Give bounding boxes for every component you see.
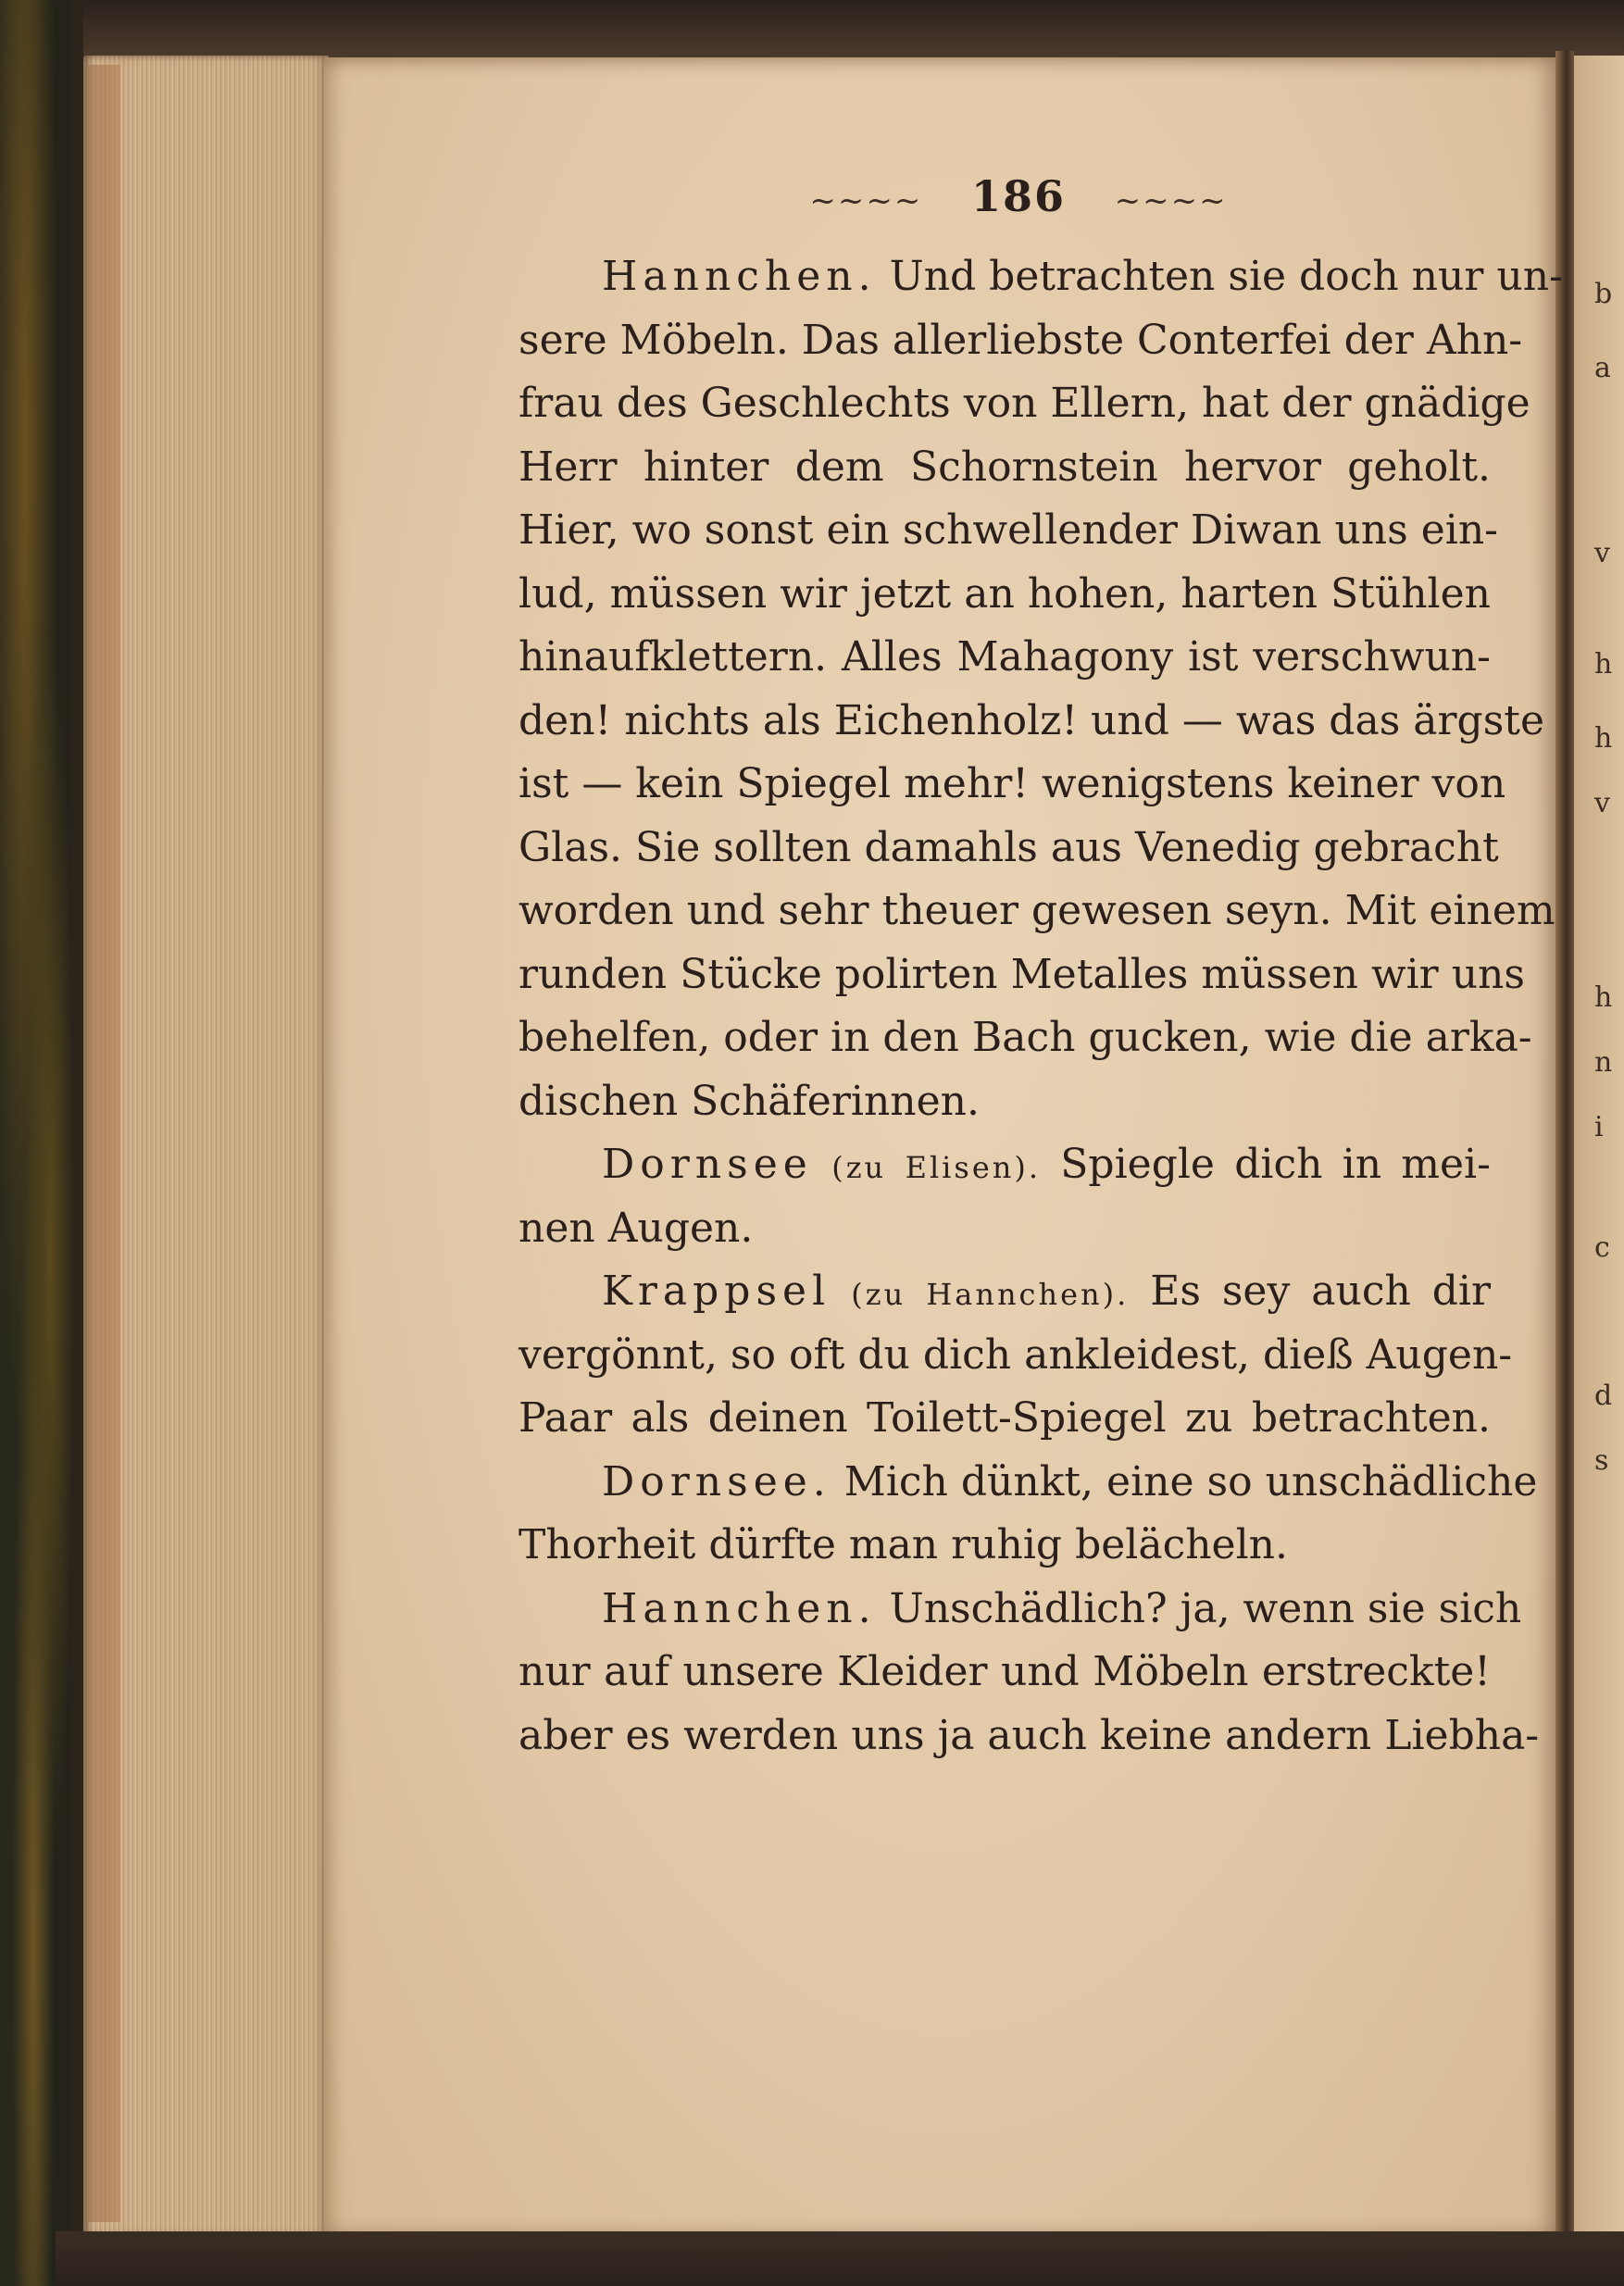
facing-page-letter: h (1594, 648, 1613, 681)
speaker-name: Hannchen. (602, 253, 877, 300)
speaker-name: Krappsel (602, 1268, 831, 1315)
line-text: Paar als deinen Toilett-Spiegel zu betrachten. (518, 1394, 1491, 1442)
text-line (518, 943, 1525, 1007)
line-text: Mich dünkt, eine so unschädliche (831, 1457, 1538, 1505)
stage-direction: (zu Hannchen). (831, 1277, 1130, 1312)
page-edge-shade (88, 65, 120, 2222)
line-text: nen Augen. (518, 1204, 754, 1252)
page-number: 186 (970, 171, 1067, 221)
text-line (518, 626, 1491, 690)
line-text: den! nichts als Eichenholz! und — was das ärgste (518, 696, 1544, 744)
text-line (518, 1387, 1491, 1451)
top-shadow (56, 0, 1624, 57)
line-text: hinaufklettern. Alles Mahagony ist verschwun- (518, 633, 1491, 681)
text-line (518, 690, 1544, 754)
facing-page-letter: b (1594, 278, 1613, 310)
text-line (518, 1578, 1522, 1642)
text-line (518, 1006, 1532, 1070)
text-line (518, 309, 1523, 373)
text-lines (518, 245, 1563, 1768)
header-ornament-right: ~~~~ (1114, 182, 1228, 219)
facing-page-letter: v (1594, 537, 1610, 569)
line-text: worden und sehr theuer gewesen seyn. Mit einem (518, 887, 1555, 934)
facing-page-letter: d (1594, 1380, 1613, 1412)
line-text: Hier, wo sonst ein schwellender Diwan uns ein- (518, 506, 1499, 554)
text-line (518, 1324, 1513, 1388)
facing-page-letter: h (1594, 722, 1613, 755)
line-text: Herr hinter dem Schornstein hervor geholt. (518, 443, 1491, 491)
text-line (518, 1451, 1538, 1515)
bottom-shadow (56, 2231, 1624, 2286)
facing-page-letter: c (1594, 1231, 1610, 1264)
facing-page-letter: s (1594, 1444, 1609, 1477)
line-text: aber es werden uns ja auch keine andern Liebha- (518, 1711, 1540, 1759)
speaker-name: Hannchen. (602, 1584, 877, 1632)
text-line (518, 499, 1499, 563)
text-line (518, 1133, 1491, 1197)
line-text: Spiegle dich in mei- (1041, 1141, 1491, 1188)
text-line (518, 436, 1491, 500)
line-text: dischen Schäferinnen. (518, 1077, 980, 1125)
text-line (518, 1197, 1491, 1261)
line-text: Und betrachten sie doch nur un- (876, 253, 1563, 300)
line-text: behelfen, oder in den Bach gucken, wie die arka- (518, 1014, 1532, 1061)
facing-page-letter: n (1594, 1046, 1613, 1079)
line-text: lud, müssen wir jetzt an hohen, harten Stühlen (518, 569, 1491, 618)
text-line (518, 1514, 1491, 1578)
line-text: Es sey auch dir (1129, 1268, 1492, 1315)
line-text: nur auf unsere Kleider und Möbeln erstreckte! (518, 1648, 1491, 1695)
page-header (546, 171, 1491, 245)
stage-direction: (zu Elisen). (812, 1150, 1042, 1185)
text-line (518, 1641, 1491, 1705)
line-text: frau des Geschlechts von Ellern, hat der gnädige (518, 380, 1530, 427)
line-text: Thorheit dürfte man ruhig belächeln. (518, 1521, 1288, 1568)
text-line (518, 372, 1530, 436)
line-text: sere Möbeln. Das allerliebste Conterfei der Ahn- (518, 316, 1523, 364)
text-line (518, 1070, 1491, 1134)
line-text: Glas. Sie sollten damahls aus Venedig gebracht (518, 823, 1499, 871)
text-line (518, 563, 1491, 627)
header-ornament-left: ~~~~ (809, 182, 923, 219)
text-line (518, 1705, 1540, 1768)
text-line (518, 817, 1499, 881)
line-text: Unschädlich? ja, wenn sie sich (876, 1584, 1522, 1632)
line-text: vergönnt, so oft du dich ankleidest, dieß Augen- (518, 1330, 1513, 1379)
page-text (518, 171, 1563, 1768)
facing-page-letter: v (1594, 787, 1610, 819)
facing-page-letter: a (1594, 352, 1611, 384)
text-line (518, 245, 1563, 309)
facing-page-letter: i (1594, 1111, 1604, 1143)
book-cover-left (0, 0, 83, 2286)
line-text: ist — kein Spiegel mehr! wenigstens keiner von (518, 760, 1506, 807)
speaker-name: Dornsee. (602, 1457, 831, 1505)
facing-page-letter: h (1594, 981, 1613, 1014)
text-line (518, 753, 1506, 817)
book-gutter (1555, 51, 1574, 2245)
line-text: runden Stücke polirten Metalles müssen wir uns (518, 950, 1525, 998)
text-line (518, 1260, 1491, 1324)
text-line (518, 880, 1555, 943)
speaker-name: Dornsee (602, 1141, 813, 1188)
